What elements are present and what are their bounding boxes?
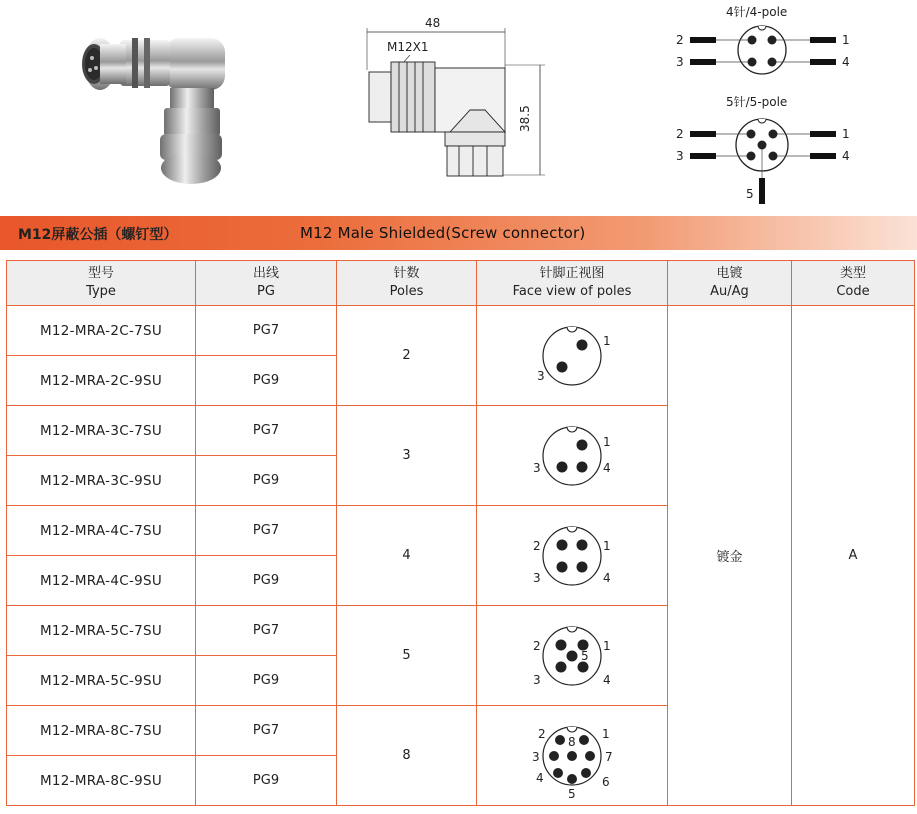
- pinout-4-label-3: 3: [676, 55, 684, 69]
- spec-table: [6, 260, 915, 806]
- plating-cell: 镀金: [668, 306, 792, 806]
- table-header-row: [7, 261, 915, 306]
- face-3-label-4: 4: [603, 460, 611, 475]
- dim-height: 38.5: [518, 105, 532, 132]
- pinout-4-label-2: 2: [676, 33, 684, 47]
- pg-cell: PG9: [196, 556, 337, 606]
- header-type: 型号 Type: [7, 261, 196, 306]
- type-cell: M12-MRA-5C-9SU: [7, 656, 196, 706]
- banner-title-en: M12 Male Shielded(Screw connector): [300, 224, 586, 242]
- poles-cell: 3: [337, 406, 477, 506]
- pg-cell: PG7: [196, 606, 337, 656]
- pinout-5-label-3: 3: [676, 149, 684, 163]
- dim-thread: M12X1: [387, 40, 429, 54]
- face-4-label-1: 1: [603, 538, 611, 553]
- pinout-4-label-1: 1: [842, 33, 850, 47]
- face-4-label-4: 4: [603, 570, 611, 585]
- face-5-label-2: 2: [533, 638, 541, 653]
- pinout-5-label-4: 4: [842, 149, 850, 163]
- pg-cell: PG9: [196, 656, 337, 706]
- pg-cell: PG9: [196, 456, 337, 506]
- banner-title-cn: M12屏蔽公插（螺钉型）: [18, 227, 178, 243]
- header-code: 类型 Code: [792, 261, 915, 306]
- face-5-label-4: 4: [603, 672, 611, 687]
- dimension-drawing: [355, 10, 555, 190]
- face-5-label-5: 5: [581, 648, 589, 663]
- face-8-label-7: 7: [605, 749, 613, 764]
- face-5-label-1: 1: [603, 638, 611, 653]
- face-view-3: [477, 406, 668, 506]
- pinout-4-title: 4针/4-pole: [726, 5, 788, 19]
- pg-cell: PG9: [196, 756, 337, 806]
- poles-cell: 8: [337, 706, 477, 806]
- connector-photo: [60, 18, 250, 198]
- face-8-label-2: 2: [538, 726, 546, 741]
- type-cell: M12-MRA-4C-9SU: [7, 556, 196, 606]
- pinout-5-label-1: 1: [842, 127, 850, 141]
- face-5-label-3: 3: [533, 672, 541, 687]
- header-pg: 出线 PG: [196, 261, 337, 306]
- pinout-diagrams: [670, 2, 870, 207]
- pinout-4-label-4: 4: [842, 55, 850, 69]
- pinout-4: [676, 26, 850, 74]
- face-view-2: [477, 306, 668, 406]
- header-poles: 针数 Poles: [337, 261, 477, 306]
- face-8-label-3: 3: [532, 749, 540, 764]
- face-4-label-3: 3: [533, 570, 541, 585]
- type-cell: M12-MRA-2C-9SU: [7, 356, 196, 406]
- type-cell: M12-MRA-2C-7SU: [7, 306, 196, 356]
- type-cell: M12-MRA-3C-9SU: [7, 456, 196, 506]
- face-8-label-5: 5: [568, 786, 576, 800]
- type-cell: M12-MRA-3C-7SU: [7, 406, 196, 456]
- face-2-label-1: 1: [603, 333, 611, 348]
- face-8-label-4: 4: [536, 770, 544, 785]
- photo-body: [82, 38, 225, 184]
- face-8-label-1: 1: [602, 726, 610, 741]
- face-view-8: [477, 706, 668, 806]
- pinout-5: [676, 119, 850, 204]
- face-view-4: [477, 506, 668, 606]
- type-cell: M12-MRA-4C-7SU: [7, 506, 196, 556]
- poles-cell: 2: [337, 306, 477, 406]
- drawing-body: [369, 62, 505, 176]
- dim-width: 48: [425, 16, 441, 30]
- header-face-view: 针脚正视图 Face view of poles: [477, 261, 668, 306]
- product-overview: [0, 0, 917, 210]
- pg-cell: PG7: [196, 306, 337, 356]
- pg-cell: PG7: [196, 706, 337, 756]
- face-2-label-3: 3: [537, 368, 545, 383]
- face-view-5: [477, 606, 668, 706]
- face-8-label-6: 6: [602, 774, 610, 789]
- table-row: [7, 306, 915, 356]
- pg-cell: PG9: [196, 356, 337, 406]
- face-3-label-3: 3: [533, 460, 541, 475]
- pinout-5-title: 5针/5-pole: [726, 95, 788, 109]
- header-plating: 电镀 Au/Ag: [668, 261, 792, 306]
- poles-cell: 5: [337, 606, 477, 706]
- type-cell: M12-MRA-8C-9SU: [7, 756, 196, 806]
- pinout-5-label-5: 5: [746, 187, 754, 201]
- face-3-label-1: 1: [603, 434, 611, 449]
- poles-cell: 4: [337, 506, 477, 606]
- face-8-label-8: 8: [568, 734, 576, 749]
- type-cell: M12-MRA-5C-7SU: [7, 606, 196, 656]
- pg-cell: PG7: [196, 506, 337, 556]
- face-4-label-2: 2: [533, 538, 541, 553]
- pg-cell: PG7: [196, 406, 337, 456]
- pinout-5-label-2: 2: [676, 127, 684, 141]
- type-cell: M12-MRA-8C-7SU: [7, 706, 196, 756]
- code-cell: A: [792, 306, 915, 806]
- section-banner: [0, 216, 917, 250]
